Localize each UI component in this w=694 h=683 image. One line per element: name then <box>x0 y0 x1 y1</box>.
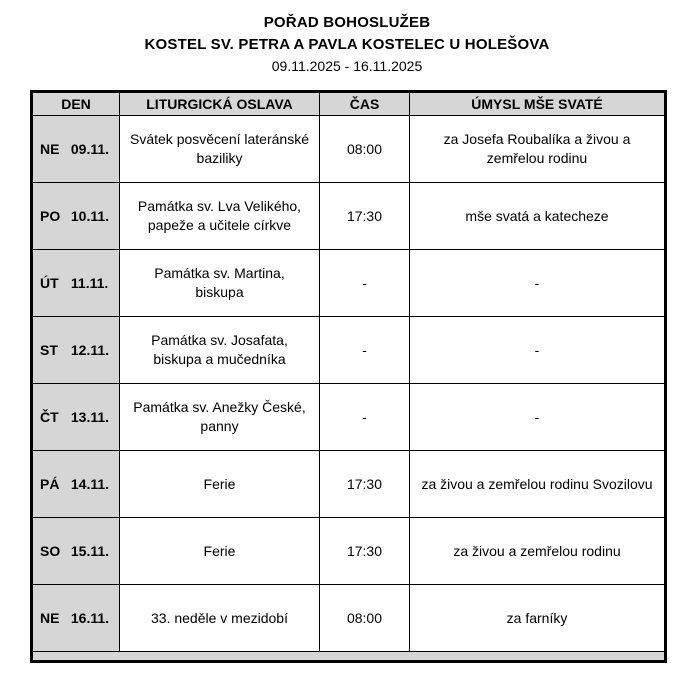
table-row <box>32 116 666 183</box>
time-cell: 17:30 <box>320 451 410 518</box>
day-date: 14.11. <box>70 475 110 492</box>
time-cell: 17:30 <box>320 518 410 585</box>
time-cell: - <box>320 317 410 384</box>
intention-cell: za živou a zemřelou rodinu <box>410 518 666 585</box>
table-footer-strip <box>32 652 666 662</box>
day-date: 16.11. <box>70 609 110 626</box>
celebration-cell: Ferie <box>120 451 320 518</box>
day-date: 15.11. <box>70 542 110 559</box>
table-row <box>32 585 666 652</box>
column-header-liturgicka-oslava: LITURGICKÁ OSLAVA <box>120 92 320 116</box>
day-abbr: NE <box>40 609 60 626</box>
column-header-cas: ČAS <box>320 92 410 116</box>
day-cell <box>32 116 120 183</box>
column-header-den: DEN <box>32 92 120 116</box>
schedule-table <box>30 90 667 663</box>
intention-cell: za Josefa Roubalíka a živou a zemřelou rodinu <box>410 116 666 183</box>
day-abbr: NE <box>40 140 60 157</box>
day-date: 13.11. <box>70 408 110 425</box>
time-cell: 08:00 <box>320 585 410 652</box>
page-title: POŘAD BOHOSLUŽEB <box>263 14 431 31</box>
time-cell: 08:00 <box>320 116 410 183</box>
day-abbr: PO <box>40 207 61 224</box>
celebration-cell: 33. neděle v mezidobí <box>120 585 320 652</box>
day-abbr: ST <box>40 341 58 358</box>
table-footer-row <box>32 652 666 662</box>
celebration-cell: Svátek posvěcení lateránské baziliky <box>120 116 320 183</box>
table-row <box>32 317 666 384</box>
day-cell <box>32 250 120 317</box>
title-block <box>0 12 694 77</box>
day-date: 10.11. <box>70 207 110 224</box>
day-cell <box>32 585 120 652</box>
day-abbr: ČT <box>40 408 59 425</box>
time-cell: - <box>320 250 410 317</box>
day-abbr: ÚT <box>40 274 59 291</box>
day-cell <box>32 451 120 518</box>
day-abbr: PÁ <box>40 475 60 492</box>
day-cell <box>32 183 120 250</box>
intention-cell: za živou a zemřelou rodinu Svozilovu <box>410 451 666 518</box>
date-range: 09.11.2025 - 16.11.2025 <box>271 58 423 74</box>
intention-cell: - <box>410 250 666 317</box>
intention-cell: - <box>410 384 666 451</box>
intention-cell: - <box>410 317 666 384</box>
page-subtitle: KOSTEL SV. PETRA A PAVLA KOSTELEC U HOLEŠOVA <box>144 36 550 53</box>
celebration-cell: Památka sv. Martina, biskupa <box>120 250 320 317</box>
day-abbr: SO <box>40 542 61 559</box>
table-row <box>32 250 666 317</box>
celebration-cell: Památka sv. Josafata, biskupa a mučedníka <box>120 317 320 384</box>
table-row <box>32 384 666 451</box>
day-date: 09.11. <box>70 140 110 157</box>
table-header-row <box>32 92 666 116</box>
time-cell: - <box>320 384 410 451</box>
table-row <box>32 518 666 585</box>
intention-cell: za farníky <box>410 585 666 652</box>
day-date: 12.11. <box>70 341 110 358</box>
day-date: 11.11. <box>70 274 109 291</box>
celebration-cell: Památka sv. Anežky České, panny <box>120 384 320 451</box>
celebration-cell: Ferie <box>120 518 320 585</box>
day-cell <box>32 518 120 585</box>
day-cell <box>32 317 120 384</box>
day-cell <box>32 384 120 451</box>
table-row <box>32 451 666 518</box>
celebration-cell: Památka sv. Lva Velikého, papeže a učitele církve <box>120 183 320 250</box>
time-cell: 17:30 <box>320 183 410 250</box>
table-row <box>32 183 666 250</box>
column-header-umysl: ÚMYSL MŠE SVATÉ <box>410 92 666 116</box>
intention-cell: mše svatá a katecheze <box>410 183 666 250</box>
